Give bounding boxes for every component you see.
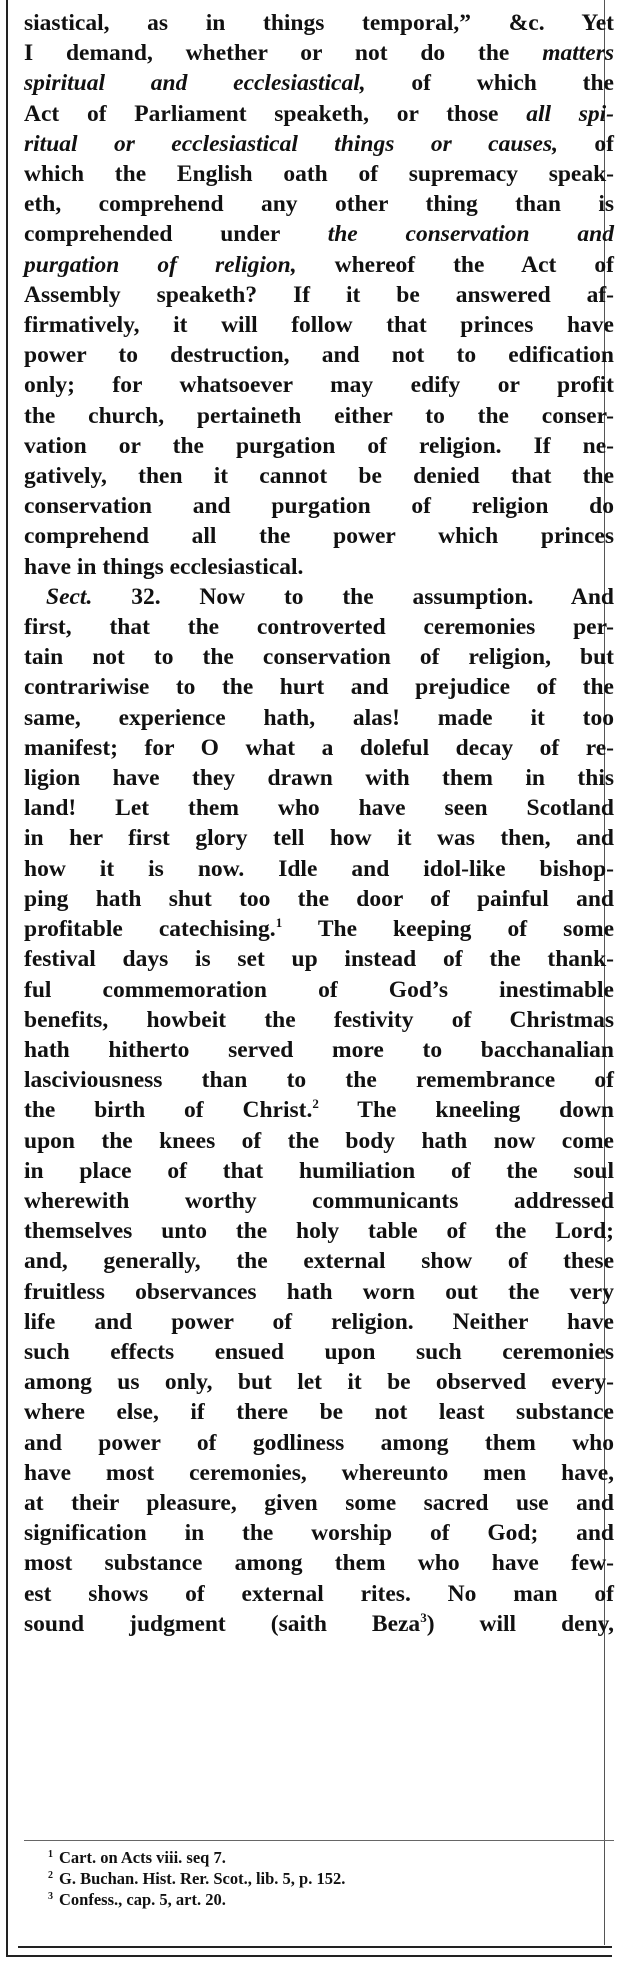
text-line: have in things ecclesiastical. <box>24 553 304 580</box>
footnote-ref: 1 <box>275 915 283 931</box>
bottom-rule-inner <box>18 1946 612 1948</box>
paragraph-section-32 <box>24 582 614 1639</box>
text-line: fruitless observances hath worn out the very <box>24 1278 614 1305</box>
text-line: eth, comprehend any other thing than is <box>24 191 614 218</box>
text-line: signification in the worship of God; and <box>24 1520 614 1547</box>
text-line: comprehend all the power which princes <box>24 523 614 550</box>
text-line: ping hath shut too the door of painful and <box>24 885 614 912</box>
text-line: which the English oath of supremacy speak- <box>24 161 614 188</box>
text-line: comprehended under the conservation and <box>24 221 614 248</box>
text-line: vation or the purgation of religion. If ne- <box>24 432 614 459</box>
text-line: where else, if there be not least substance <box>24 1399 614 1426</box>
text-line: benefits, howbeit the festivity of Christmas <box>24 1006 614 1033</box>
text-line: in place of that humiliation of the soul <box>24 1157 614 1184</box>
text-line: only; for whatsoever may edify or profit <box>24 372 614 399</box>
text-line: ligion have they drawn with them in this <box>24 765 614 792</box>
paragraph-section-31-end <box>24 8 614 582</box>
text-line: sound judgment (saith Beza$^3$) will deny, <box>24 1609 614 1637</box>
left-border-rule <box>6 0 8 1955</box>
text-line: manifest; for O what a doleful decay of re- <box>24 734 614 761</box>
text-line: such effects ensued upon such ceremonies <box>24 1338 614 1365</box>
footnote-1: $^1$ Cart. on Acts viii. seq 7. <box>48 1848 226 1867</box>
text-line: same, experience hath, alas! made it too <box>24 704 614 731</box>
text-line: land! Let them who have seen Scotland <box>24 795 614 822</box>
text-line: at their pleasure, given some sacred use and <box>24 1489 614 1516</box>
text-line: the church, pertaineth either to the conser- <box>24 402 614 429</box>
main-text-column <box>24 8 614 1639</box>
text-line: most substance among them who have few- <box>24 1550 614 1577</box>
text-line: est shows of external rites. No man of <box>24 1580 614 1607</box>
text-line: Sect. 32. Now to the assumption. And <box>46 583 614 610</box>
text-line: the birth of Christ.$^2$ The kneeling down <box>24 1096 614 1124</box>
text-line: spiritual and ecclesiastical, of which the <box>24 70 614 97</box>
text-line: firmatively, it will follow that princes have <box>24 312 614 339</box>
text-line: conservation and purgation of religion do <box>24 493 614 520</box>
text-line: themselves unto the holy table of the Lord; <box>24 1218 614 1245</box>
text-line: and, generally, the external show of these <box>24 1248 614 1275</box>
text-line: festival days is set up instead of the thank- <box>24 946 614 973</box>
text-line: siastical, as in things temporal,” &c. Yet <box>24 10 614 36</box>
text-line: have most ceremonies, whereunto men have, <box>24 1459 614 1486</box>
text-line: upon the knees of the body hath now come <box>24 1127 614 1154</box>
footnote-ref: 3 <box>420 1609 427 1625</box>
footnote-3: $^3$ Confess., cap. 5, art. 20. <box>48 1890 226 1909</box>
text-line: ritual or ecclesiastical things or causes, of <box>24 130 615 157</box>
text-line: purgation of religion, whereof the Act of <box>24 251 614 278</box>
text-line: lasciviousness than to the remembrance of <box>24 1067 614 1094</box>
footnote-2: $^2$ G. Buchan. Hist. Rer. Scot., lib. 5, p. 152. <box>48 1869 346 1888</box>
text-line: tain not to the conservation of religion, but <box>24 644 614 671</box>
text-line: wherewith worthy communicants addressed <box>24 1187 614 1214</box>
text-line: Assembly speaketh? If it be answered af- <box>24 281 614 308</box>
text-line: among us only, but let it be observed every- <box>24 1369 614 1396</box>
text-line: hath hitherto served more to bacchanalian <box>24 1036 614 1063</box>
section-label: Sect. <box>46 583 93 610</box>
footnote-ref: 2 <box>312 1096 319 1112</box>
text-line: in her first glory tell how it was then, and <box>24 825 614 852</box>
text-line: profitable catechising.$^1$ The keeping of some <box>24 915 615 943</box>
text-line: power to destruction, and not to edification <box>24 342 614 369</box>
footnotes <box>48 1847 608 1910</box>
text-line: first, that the controverted ceremonies per- <box>24 614 614 641</box>
text-line: life and power of religion. Neither have <box>24 1308 614 1335</box>
text-line: I demand, whether or not do the matters <box>24 40 614 67</box>
bottom-rule-outer <box>6 1955 612 1957</box>
text-line: ful commemoration of God’s inestimable <box>24 976 614 1003</box>
text-line: how it is now. Idle and idol-like bishop- <box>24 855 614 882</box>
text-line: gatively, then it cannot be denied that the <box>24 463 614 490</box>
text-line: contrariwise to the hurt and prejudice of the <box>24 674 614 701</box>
text-line: Act of Parliament speaketh, or those all spi- <box>24 100 614 127</box>
text-line: and power of godliness among them who <box>24 1429 614 1456</box>
footnote-separator <box>24 1840 614 1841</box>
